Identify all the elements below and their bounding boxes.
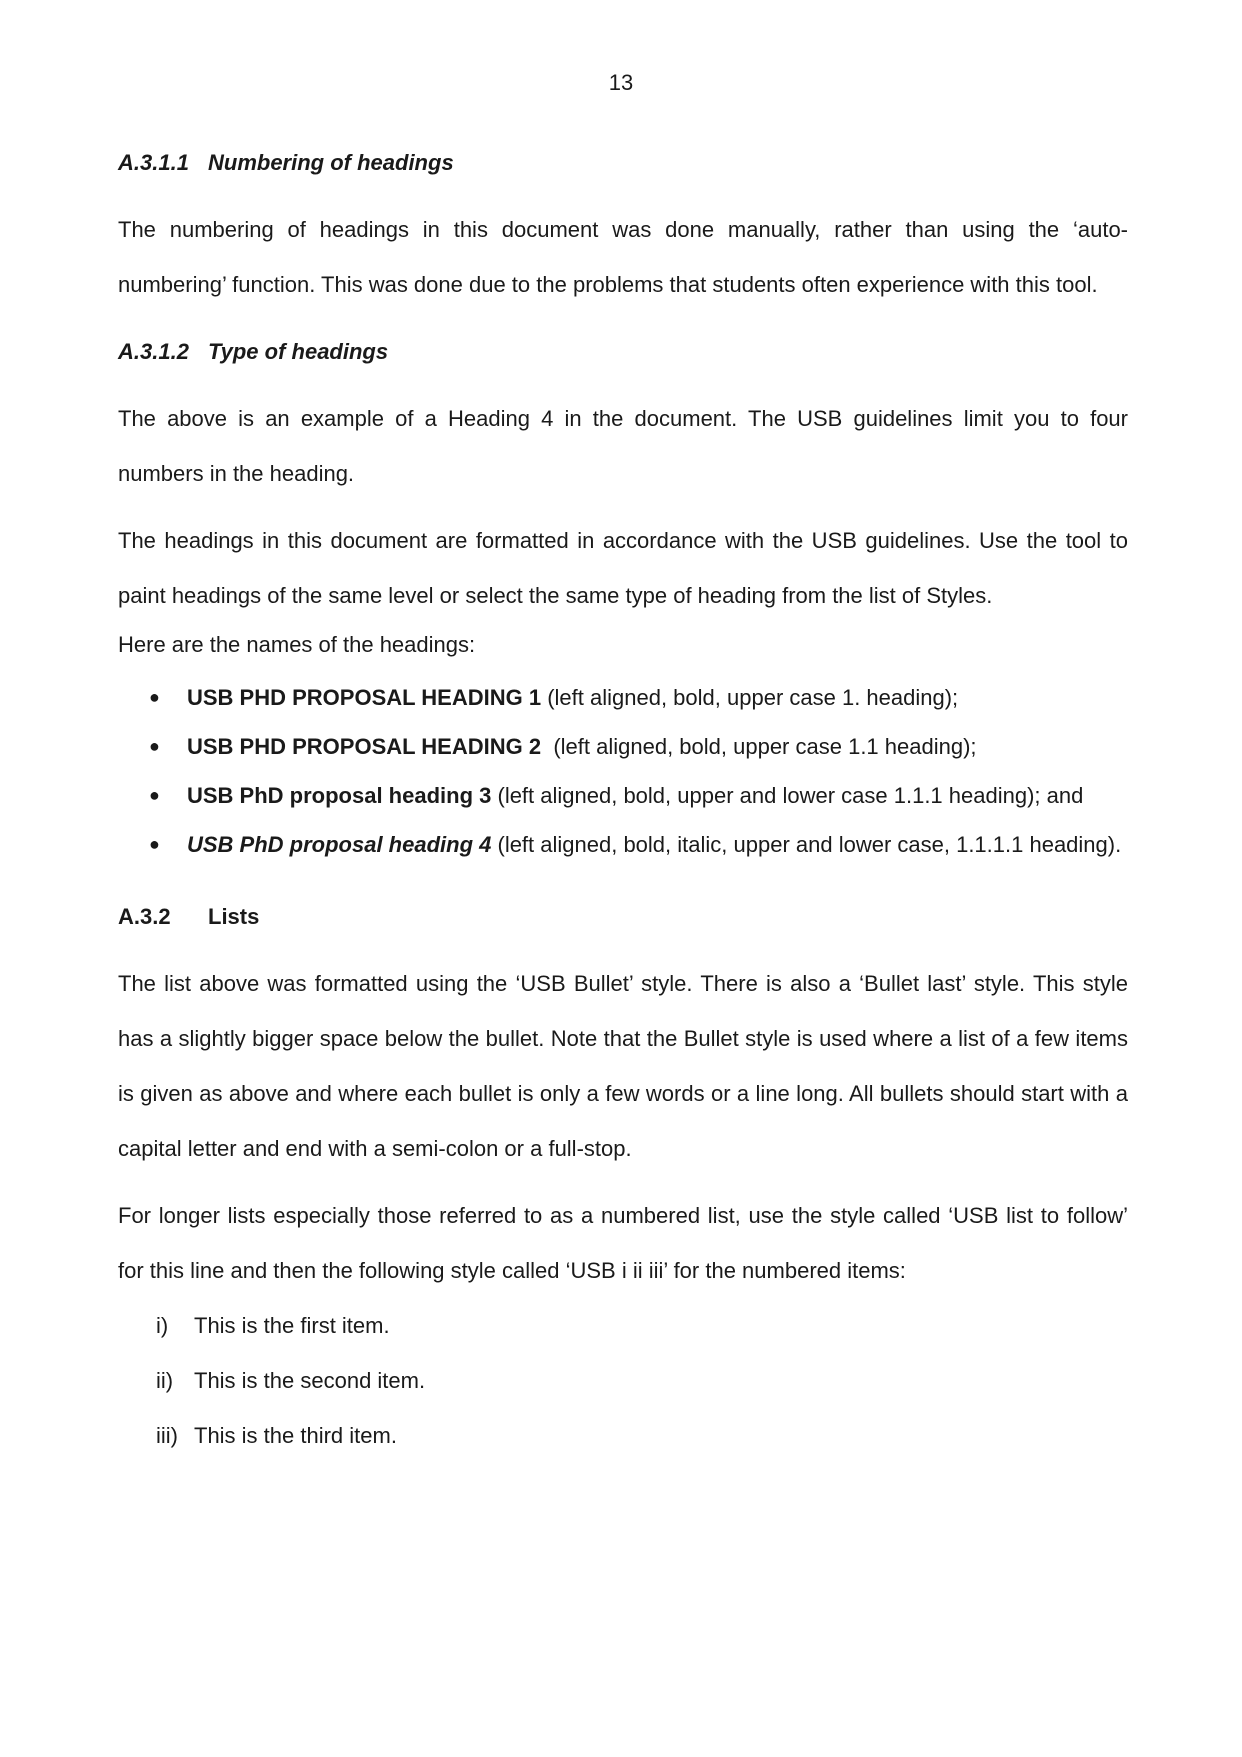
heading-names-list <box>118 673 1128 869</box>
heading-title: Lists <box>208 904 260 929</box>
bullet-text: (left aligned, bold, italic, upper and lower case, 1.1.1.1 heading). <box>491 832 1122 857</box>
bullet-bold-italic-text: USB PhD proposal heading 4 <box>187 832 492 857</box>
list-item <box>118 1408 1128 1463</box>
heading-lists <box>118 889 1128 944</box>
heading-title: Type of headings <box>208 339 389 364</box>
list-item <box>118 820 1128 869</box>
heading-number: A.3.2 <box>118 904 171 929</box>
paragraph-numbered-list: For longer lists especially those referred to as a numbered list, use the style called ‘USB list to follow’ for this line and then the following style called ‘USB i ii iii’ for the numbered items: <box>118 1203 1128 1283</box>
list-item <box>118 1298 1128 1353</box>
bullet-text: (left aligned, bold, upper case 1. heading); <box>541 685 959 710</box>
list-marker: ii) <box>156 1368 174 1393</box>
list-item-text: This is the third item. <box>194 1423 397 1448</box>
page-content <box>118 135 1128 1463</box>
paragraph-numbering: The numbering of headings in this document was done manually, rather than using the ‘auto-numbering’ function. This was done due to the problems that students often experience with this tool. <box>118 217 1128 297</box>
paragraph-list-formatting: The list above was formatted using the ‘USB Bullet’ style. There is also a ‘Bullet last’ style. This style has a slightly bigger space below the bullet. Note that the Bullet style is used where a list of a few items is given as above and where each bullet is only a few words or a line long. All bullets should start with a capital letter and end with a semi-colon or a full-stop. <box>118 971 1128 1161</box>
list-marker: i) <box>156 1313 169 1338</box>
bullet-icon: ● <box>149 736 160 756</box>
list-item-text: This is the first item. <box>194 1313 390 1338</box>
paragraph-headings-intro: Here are the names of the headings: <box>118 632 476 657</box>
heading-title: Numbering of headings <box>208 150 454 175</box>
bullet-icon: ● <box>149 785 160 805</box>
list-item <box>118 722 1128 771</box>
bullet-text: (left aligned, bold, upper and lower case 1.1.1 heading); and <box>491 783 1084 808</box>
list-item <box>118 771 1128 820</box>
numbered-list <box>118 1298 1128 1463</box>
bullet-text: (left aligned, bold, upper case 1.1 heading); <box>541 734 977 759</box>
bullet-bold-text: USB PHD PROPOSAL HEADING 2 <box>187 734 542 759</box>
heading-numbering-of-headings <box>118 135 1128 190</box>
heading-type-of-headings <box>118 324 1128 379</box>
bullet-icon: ● <box>149 834 160 854</box>
bullet-bold-text: USB PhD proposal heading 3 <box>187 783 492 808</box>
list-item-text: This is the second item. <box>194 1368 426 1393</box>
bullet-bold-text: USB PHD PROPOSAL HEADING 1 <box>187 685 542 710</box>
heading-number: A.3.1.1 <box>118 150 189 175</box>
list-item <box>118 1353 1128 1408</box>
bullet-icon: ● <box>149 687 160 707</box>
list-item <box>118 673 1128 722</box>
paragraph-headings-format: The headings in this document are formatted in accordance with the USB guidelines. Use the tool to paint headings of the same level or select the same type of heading from the list of Styles. <box>118 528 1128 608</box>
paragraph-heading-example: The above is an example of a Heading 4 in the document. The USB guidelines limit you to four numbers in the heading. <box>118 406 1128 486</box>
list-marker: iii) <box>156 1423 178 1448</box>
heading-number: A.3.1.2 <box>118 339 189 364</box>
page-number: 13 <box>608 70 634 95</box>
